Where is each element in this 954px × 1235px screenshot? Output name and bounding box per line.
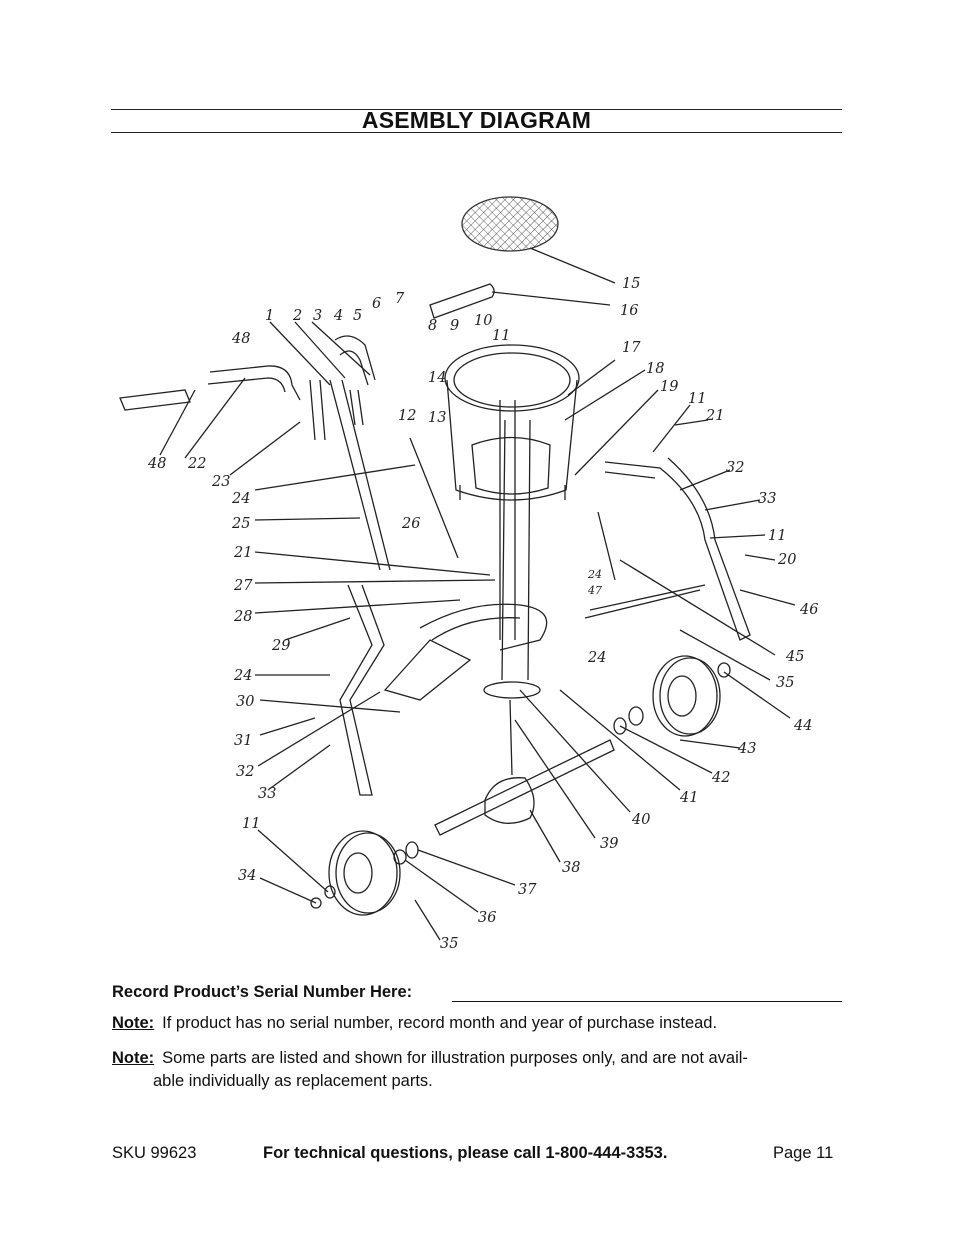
note-label: Note: bbox=[112, 1049, 155, 1067]
part-label: 8 bbox=[428, 318, 438, 334]
part-label: 26 bbox=[402, 516, 421, 532]
part-label: 41 bbox=[680, 790, 699, 806]
part-label: 38 bbox=[562, 860, 581, 876]
part-label: 5 bbox=[353, 308, 363, 324]
part-label: 32 bbox=[726, 460, 745, 476]
part-label: 21 bbox=[234, 545, 253, 561]
footer-sku: SKU 99623 bbox=[112, 1144, 197, 1162]
note-text: If product has no serial number, record month and year of purchase instead. bbox=[162, 1014, 718, 1032]
assembly-diagram bbox=[100, 180, 860, 960]
part-label: 44 bbox=[794, 718, 813, 734]
part-label: 11 bbox=[242, 816, 261, 832]
part-label: 39 bbox=[600, 836, 619, 852]
part-label: 19 bbox=[660, 379, 679, 395]
part-label: 43 bbox=[738, 741, 757, 757]
part-label: 24 bbox=[588, 650, 607, 666]
part-label: 15 bbox=[622, 276, 641, 292]
note-parts bbox=[112, 1047, 842, 1093]
footer-tech-support: For technical questions, please call 1-800-444-3353. bbox=[263, 1144, 668, 1162]
drawing-lines bbox=[120, 197, 795, 940]
part-label: 22 bbox=[188, 456, 207, 472]
part-label: 17 bbox=[622, 340, 641, 356]
part-label: 46 bbox=[800, 602, 819, 618]
note-serial bbox=[112, 1012, 842, 1035]
part-label: 33 bbox=[758, 491, 777, 507]
serial-number-label: Record Product’s Serial Number Here: bbox=[112, 983, 413, 1001]
page-title: ASEMBLY DIAGRAM bbox=[361, 107, 592, 133]
part-label: 45 bbox=[786, 649, 805, 665]
part-label: 3 bbox=[313, 308, 323, 324]
part-label: 31 bbox=[234, 733, 253, 749]
part-label: 36 bbox=[478, 910, 497, 926]
part-label: 1 bbox=[265, 308, 275, 324]
part-label: 37 bbox=[518, 882, 537, 898]
note-label: Note: bbox=[112, 1014, 155, 1032]
note-text: Some parts are listed and shown for illustration purposes only, and are not avail- bbox=[162, 1049, 748, 1067]
part-label: 40 bbox=[632, 812, 651, 828]
part-label: 48 bbox=[232, 331, 251, 347]
part-label: 2 bbox=[293, 308, 303, 324]
part-label: 23 bbox=[212, 474, 231, 490]
part-label: 11 bbox=[768, 528, 787, 544]
part-label: 11 bbox=[688, 391, 707, 407]
part-label: 9 bbox=[450, 318, 460, 334]
part-label: 34 bbox=[238, 868, 257, 884]
part-label: 25 bbox=[232, 516, 251, 532]
part-label: 30 bbox=[236, 694, 255, 710]
part-label: 42 bbox=[712, 770, 731, 786]
part-label: 20 bbox=[778, 552, 797, 568]
part-label: 21 bbox=[706, 408, 725, 424]
part-label: 24 bbox=[234, 668, 253, 684]
part-label: 16 bbox=[620, 303, 639, 319]
part-label: 33 bbox=[258, 786, 277, 802]
part-label: 12 bbox=[398, 408, 417, 424]
part-label: 47 bbox=[588, 584, 602, 597]
part-label: 14 bbox=[428, 370, 447, 386]
part-label: 7 bbox=[395, 291, 405, 307]
part-label: 18 bbox=[646, 361, 665, 377]
part-label: 35 bbox=[776, 675, 795, 691]
part-label: 32 bbox=[236, 764, 255, 780]
title-bottom-rule bbox=[111, 132, 842, 133]
part-label: 29 bbox=[272, 638, 291, 654]
footer-page-number: Page 11 bbox=[773, 1144, 834, 1162]
part-label: 28 bbox=[234, 609, 253, 625]
part-label: 13 bbox=[428, 410, 447, 426]
part-label: 48 bbox=[148, 456, 167, 472]
note-text-continued: able individually as replacement parts. bbox=[153, 1072, 433, 1090]
part-label: 11 bbox=[492, 328, 511, 344]
part-label: 24 bbox=[588, 568, 602, 581]
part-label: 24 bbox=[232, 491, 251, 507]
serial-number-line[interactable] bbox=[452, 1001, 842, 1002]
part-label: 10 bbox=[474, 313, 493, 329]
part-label: 6 bbox=[372, 296, 382, 312]
part-label: 27 bbox=[234, 578, 253, 594]
part-label: 35 bbox=[440, 936, 459, 952]
part-number-labels bbox=[147, 276, 818, 952]
part-label: 4 bbox=[334, 308, 344, 324]
